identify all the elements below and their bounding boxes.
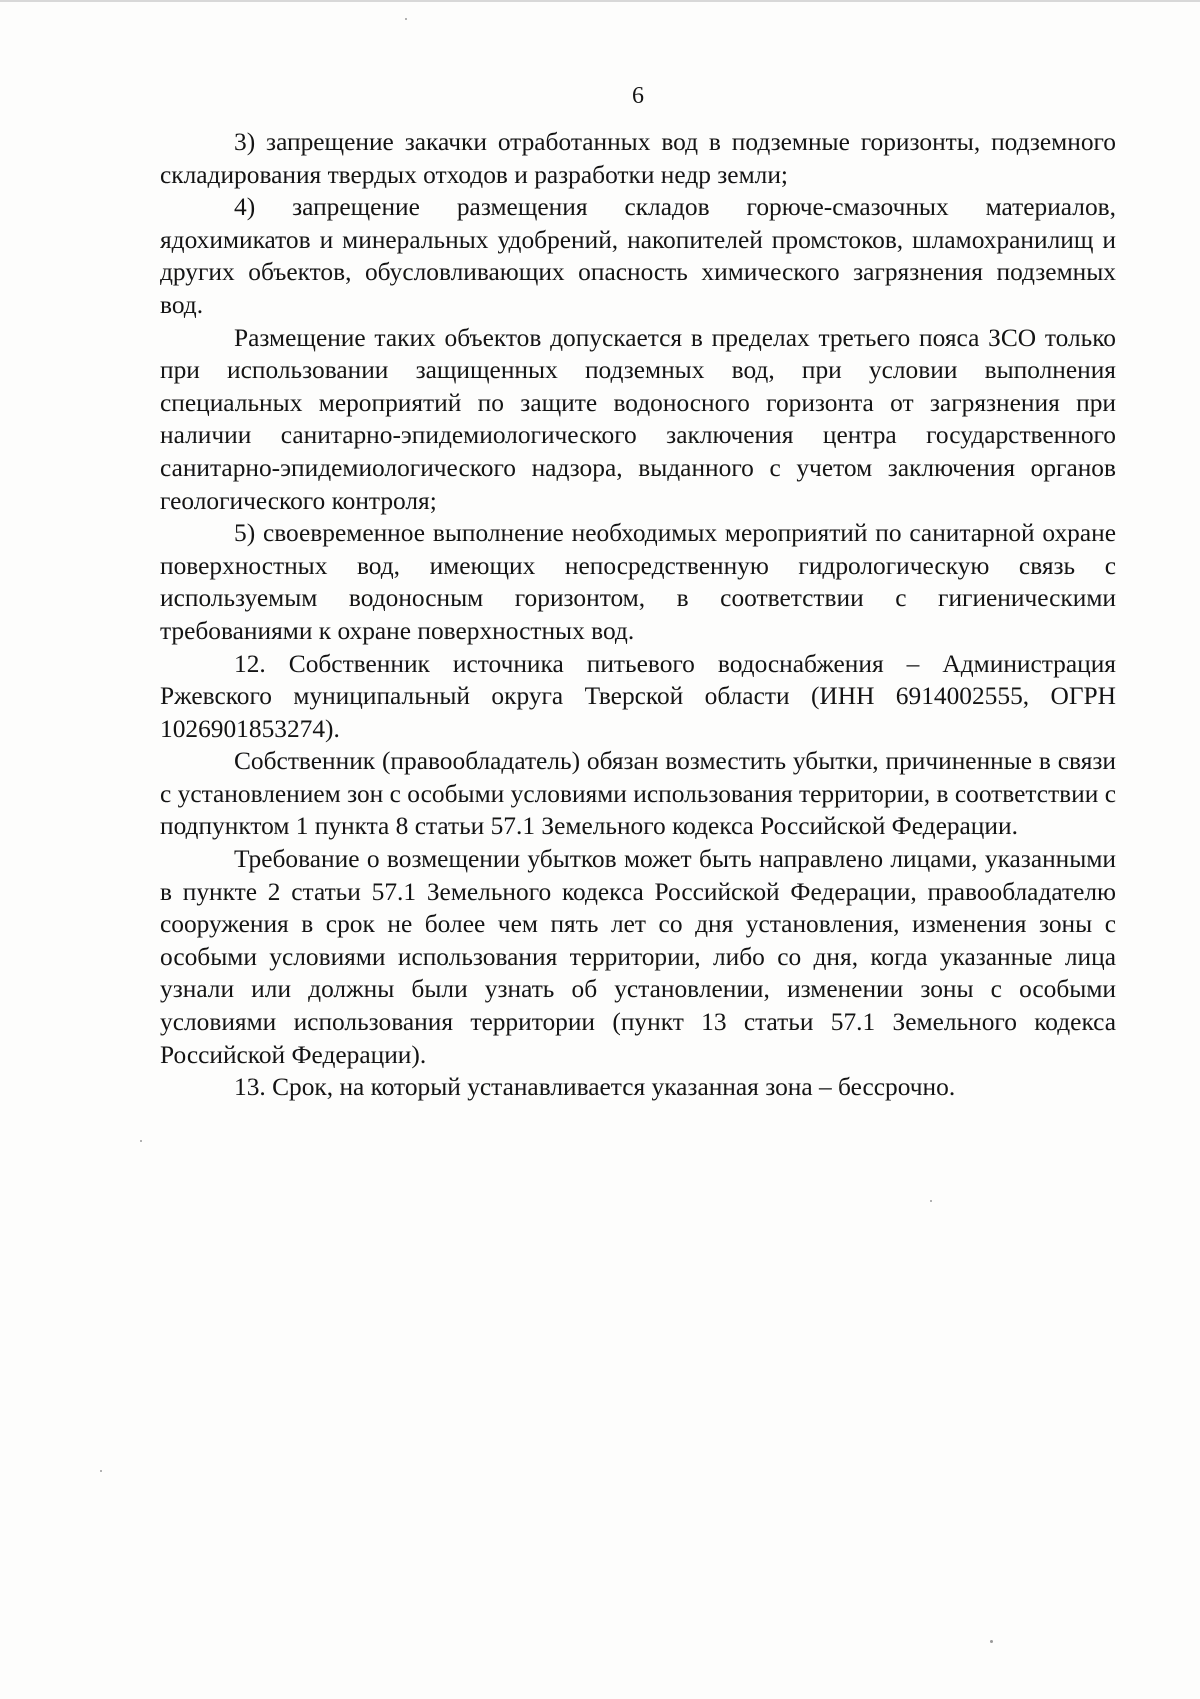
paragraph-item-3: 3) запрещение закачки отработанных вод в подземные горизонты, подземного складирования твердых отходов и разработки недр земли; xyxy=(160,128,1116,189)
document-body xyxy=(160,126,1116,1104)
paragraph-owner-obligation: Собственник (правообладатель) обязан возместить убытки, причиненные в связи с установлением зон с особыми условиями использования территории, в соответствии с подпунктом 1 пункта 8 статьи 57.1 Земельного кодекса Российской Федерации. xyxy=(160,747,1116,841)
scan-speck xyxy=(405,18,407,20)
paragraph-item-4: 4) запрещение размещения складов горюче-смазочных материалов, ядохимикатов и минеральных удобрений, накопителей промстоков, шламохранилищ и других объектов, обусловливающих опасность химического загрязнения подземных вод. xyxy=(160,193,1116,319)
scan-speck xyxy=(990,1640,993,1643)
scan-speck xyxy=(100,1470,102,1472)
scan-edge xyxy=(0,0,1200,2)
paragraph-item-5: 5) своевременное выполнение необходимых мероприятий по санитарной охране поверхностных вод, имеющих непосредственную гидрологическую связь с используемым водоносным горизонтом, в соответствии с гигиеническими требованиями к охране поверхностных вод. xyxy=(160,519,1116,645)
paragraph-placement-conditions: Размещение таких объектов допускается в пределах третьего пояса ЗСО только при использовании защищенных подземных вод, при условии выполнения специальных мероприятий по защите водоносного горизонта от загрязнения при наличии санитарно-эпидемиологического заключения центра государственного санитарно-эпидемиологического надзора, выданного с учетом заключения органов геологического контроля; xyxy=(160,323,1116,515)
scan-speck xyxy=(930,1200,932,1202)
paragraph-section-13: 13. Срок, на который устанавливается указанная зона – бессрочно. xyxy=(234,1073,956,1102)
paragraph-section-12: 12. Собственник источника питьевого водоснабжения – Администрация Ржевского муниципальный округа Тверской области (ИНН 6914002555, ОГРН 1026901853274). xyxy=(160,649,1116,743)
page-number: 6 xyxy=(632,83,644,109)
paragraph-compensation-claim: Требование о возмещении убытков может быть направлено лицами, указанными в пункте 2 статьи 57.1 Земельного кодекса Российской Федерации, правообладателю сооружения в срок не более чем пять лет со дня установления, изменения зоны с особыми условиями использования территории, либо со дня, когда указанные лица узнали или должны были узнать об установлении, изменении зоны с особыми условиями использования территории (пункт 13 статьи 57.1 Земельного кодекса Российской Федерации). xyxy=(160,845,1116,1069)
scan-speck xyxy=(140,1140,142,1142)
